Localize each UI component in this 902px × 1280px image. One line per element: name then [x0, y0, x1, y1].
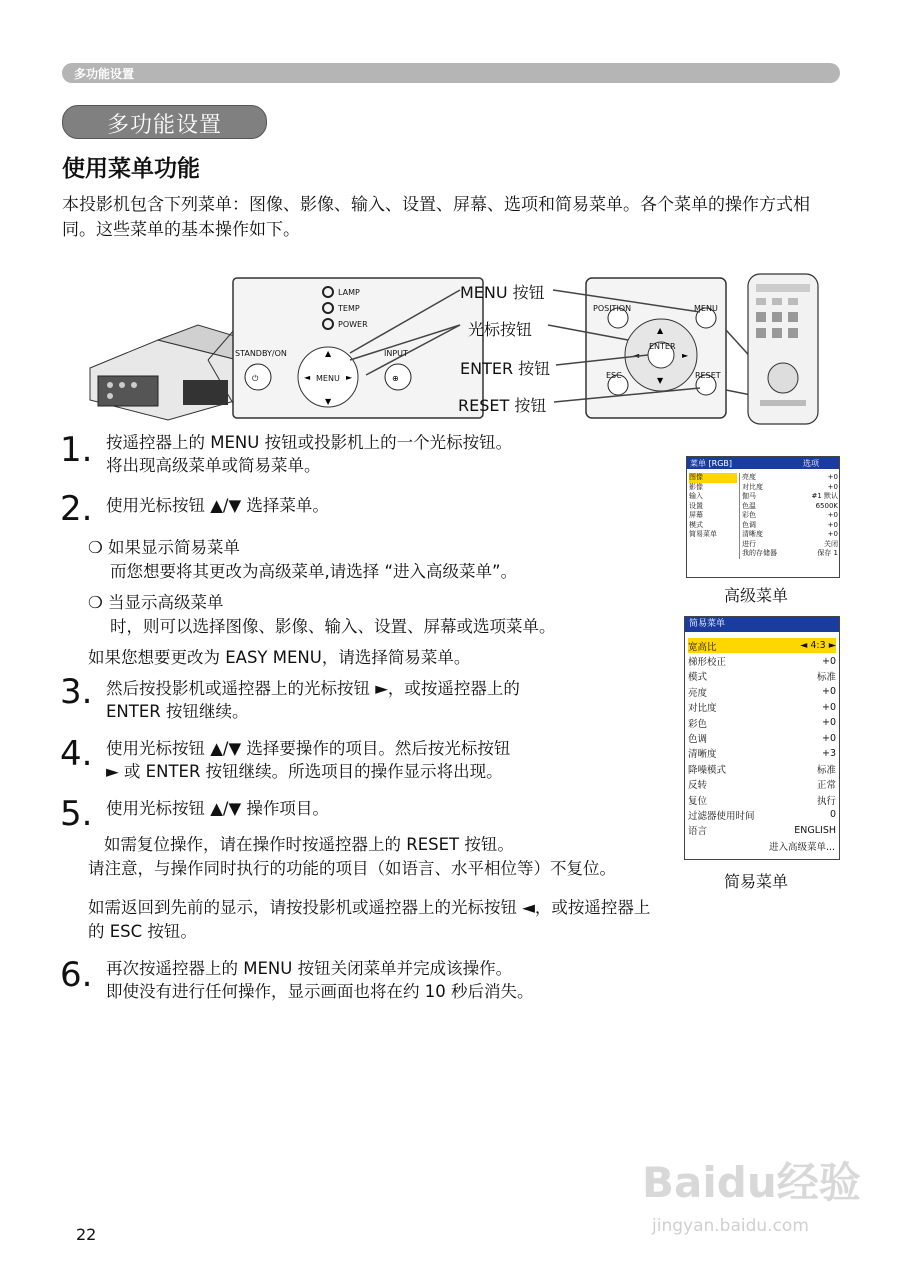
easy-menu-row[interactable] [688, 761, 836, 776]
easy-menu-row[interactable] [688, 792, 836, 807]
easy-menu-row[interactable] [688, 715, 836, 730]
advanced-menu-item[interactable]: 设置 [689, 501, 703, 510]
em-value: +0 [821, 717, 836, 729]
callout-reset-button: RESET 按钮 [458, 396, 547, 415]
svg-text:◄: ◄ [633, 351, 640, 360]
adv-row-value: +0 [827, 473, 838, 481]
em-value: 正常 [816, 780, 836, 792]
em-value-text: 4:3 [810, 640, 826, 652]
easy-menu-row[interactable] [688, 777, 836, 792]
page-heading: 使用菜单功能 [62, 156, 200, 182]
em-label: 彩色 [688, 718, 708, 730]
adv-row-value: +0 [827, 482, 838, 491]
svg-text:►: ► [346, 373, 353, 382]
remote-position-label: POSITION [593, 304, 632, 313]
adv-row-value: #1 默认 [811, 492, 838, 500]
em-label: 复位 [688, 795, 708, 807]
adv-row-value: +0 [827, 530, 838, 538]
reset-note-line-1: 如需复位操作，请在操作时按遥控器上的 RESET 按钮。 [104, 835, 514, 854]
lamp-indicator-label: LAMP [338, 288, 360, 297]
advanced-menu-title-right: 选项 [803, 459, 819, 468]
step-1-text [106, 431, 666, 477]
step-6-line-1: 再次按遥控器上的 MENU 按钮关闭菜单并完成该操作。 [106, 959, 513, 978]
panel-menu-label: MENU [316, 374, 340, 383]
svg-text:▲: ▲ [325, 349, 332, 358]
callout-enter-button: ENTER 按钮 [460, 359, 551, 378]
advanced-menu-caption: 高级菜单 [724, 586, 789, 605]
bullet-advanced-title: ❍ 当显示高级菜单 [88, 593, 224, 612]
easy-menu-advanced-link[interactable]: 进入高级菜单... [768, 842, 835, 853]
em-value: +0 [821, 701, 836, 713]
em-value: 执行 [816, 795, 836, 807]
advanced-menu-right-column [739, 473, 838, 559]
projector-illustration [90, 325, 248, 420]
advanced-menu-titlebar [687, 457, 839, 469]
remote-menu-label: MENU [694, 304, 718, 313]
em-label: 宽高比 [688, 641, 717, 653]
remote-enter-label: ENTER [649, 342, 676, 351]
adv-row-label: 我的存储器 [742, 549, 777, 557]
svg-text:⊕: ⊕ [392, 374, 399, 383]
page-number: 22 [76, 1225, 97, 1244]
em-value: 标准 [816, 672, 836, 684]
adv-row-value: +0 [827, 511, 838, 519]
intro-paragraph: 本投影机包含下列菜单：图像、影像、输入、设置、屏幕、选项和简易菜单。各个菜单的操作方式相同。这些菜单的基本操作如下。 [62, 195, 810, 240]
advanced-menu-item[interactable]: 输入 [689, 492, 703, 500]
advanced-menu-item[interactable]: 模式 [689, 520, 703, 529]
em-label: 模式 [688, 672, 708, 684]
step-4-line-1: 使用光标按钮 ▲/▼ 选择要操作的项目。然后按光标按钮 [106, 739, 511, 758]
esc-note-line-2: 的 ESC 按钮。 [88, 922, 197, 941]
adv-row-label: 彩色 [742, 511, 756, 519]
adv-row-value: 6500K [815, 501, 838, 510]
adv-row-label: 对比度 [742, 482, 763, 491]
reset-note-line-2: 请注意，与操作同时执行的功能的项目（如语言、水平相位等）不复位。 [88, 859, 616, 878]
step-3-line-2: ENTER 按钮继续。 [106, 702, 249, 721]
step-1-line-1: 按遥控器上的 MENU 按钮或投影机上的一个光标按钮。 [106, 433, 513, 452]
em-label: 过滤器使用时间 [688, 810, 755, 822]
step-3-line-1: 然后按投影机或遥控器上的光标按钮 ►，或按遥控器上的 [106, 679, 520, 698]
easy-menu-row[interactable] [688, 638, 836, 653]
em-label: 色调 [688, 734, 708, 746]
em-label: 反转 [688, 780, 708, 792]
em-value: ENGLISH [794, 824, 836, 836]
svg-text:▲: ▲ [657, 326, 664, 335]
em-value: +0 [821, 655, 836, 667]
step-3-number: 3. [60, 672, 93, 712]
easy-menu-row[interactable] [688, 730, 836, 745]
easy-menu-row[interactable] [688, 653, 836, 668]
watermark-url: jingyan.baidu.com [652, 1216, 809, 1236]
advanced-menu-item[interactable]: 影像 [689, 482, 703, 491]
section-title: 多功能设置 [106, 113, 222, 138]
em-value: +0 [821, 686, 836, 698]
adv-row-label: 伽马 [742, 492, 756, 500]
temp-indicator-label: TEMP [338, 304, 360, 313]
step-6-line-2: 即使没有进行任何操作，显示画面也将在约 10 秒后消失。 [106, 982, 534, 1001]
svg-text:▼: ▼ [325, 397, 332, 406]
step-4-number: 4. [60, 734, 93, 774]
svg-text:◄: ◄ [304, 373, 311, 382]
step-5-text: 使用光标按钮 ▲/▼ 操作项目。 [106, 799, 329, 818]
em-value: 标准 [816, 764, 836, 776]
em-label: 对比度 [688, 703, 717, 715]
easy-menu-note: 如果您想要更改为 EASY MENU，请选择简易菜单。 [88, 648, 471, 667]
bullet-advanced-text: 时，则可以选择图像、影像、输入、设置、屏幕或选项菜单。 [110, 617, 556, 636]
em-label: 亮度 [688, 687, 708, 699]
easy-menu-row[interactable] [688, 807, 836, 822]
header-bar-label: 多功能设置 [74, 67, 135, 81]
em-label: 梯形校正 [688, 657, 727, 669]
header-bar [62, 63, 840, 83]
adv-row-label: 亮度 [742, 473, 756, 481]
step-6-number: 6. [60, 955, 93, 995]
step-4-text [106, 737, 666, 783]
esc-note-line-1: 如需返回到先前的显示，请按投影机或遥控器上的光标按钮 ◄，或按遥控器上 [88, 898, 651, 917]
easy-menu-caption: 简易菜单 [724, 872, 789, 891]
svg-text:►: ► [682, 351, 689, 360]
advanced-menu-left-column [689, 473, 737, 540]
em-label: 语言 [688, 826, 708, 838]
step-3-text [106, 677, 666, 723]
easy-menu-row[interactable] [688, 669, 836, 684]
em-value: +3 [821, 747, 836, 759]
step-1-number: 1. [60, 430, 93, 470]
em-label: 清晰度 [688, 749, 717, 761]
adv-row-value: 保存 1 [817, 549, 838, 557]
easy-menu-row[interactable] [688, 684, 836, 699]
adv-row-value: +0 [827, 520, 838, 529]
watermark-brand: Baidu经验 [642, 1158, 861, 1207]
svg-text:▼: ▼ [657, 376, 664, 385]
controls-figure [88, 270, 838, 425]
svg-text:⏻: ⏻ [252, 374, 259, 383]
easy-menu-row[interactable] [688, 823, 836, 838]
standby-label: STANDBY/ON [235, 349, 287, 358]
adv-row-label: 色温 [742, 501, 756, 510]
step-4-line-2: ► 或 ENTER 按钮继续。所选项目的操作显示将出现。 [106, 762, 503, 781]
advanced-menu-item[interactable]: 图像 [689, 473, 737, 483]
step-6-text [106, 957, 726, 1003]
step-1-line-2: 将出现高级菜单或简易菜单。 [106, 456, 321, 475]
adv-row-value: 关闭 [824, 539, 838, 548]
callout-menu-button: MENU 按钮 [460, 283, 545, 302]
bullet-easy-text: 而您想要将其更改为高级菜单,请选择 “进入高级菜单”。 [110, 562, 518, 581]
advanced-menu-screenshot [686, 456, 840, 578]
em-label: 降噪模式 [688, 764, 727, 776]
easy-menu-titlebar [685, 617, 839, 632]
adv-row-label: 清晰度 [742, 530, 763, 538]
adv-row-label: 进行 [742, 539, 756, 548]
easy-menu-title: 简易菜单 [689, 619, 726, 629]
em-value: ◄ 4:3 ► [800, 640, 836, 652]
bullet-easy-title: ❍ 如果显示简易菜单 [88, 538, 241, 557]
callout-cursor-buttons: 光标按钮 [468, 320, 533, 339]
remote-esc-label: ESC [606, 371, 622, 380]
power-indicator-label: POWER [338, 320, 368, 329]
advanced-menu-item[interactable]: 屏幕 [689, 511, 703, 519]
easy-menu-screenshot [684, 616, 840, 860]
remote-reset-label: RESET [695, 371, 721, 380]
remote-control-illustration [748, 274, 818, 424]
advanced-menu-item[interactable]: 简易菜单 [689, 530, 717, 538]
easy-menu-table [688, 638, 836, 838]
easy-menu-row[interactable] [688, 746, 836, 761]
section-title-pill [62, 105, 267, 139]
advanced-menu-title: 菜单 [RGB] [690, 459, 733, 468]
step-2-text: 使用光标按钮 ▲/▼ 选择菜单。 [106, 496, 329, 515]
adv-row-label: 色调 [742, 520, 756, 529]
em-value: +0 [821, 732, 836, 744]
step-2-number: 2. [60, 489, 93, 529]
em-value: 0 [829, 809, 836, 821]
easy-menu-row[interactable] [688, 700, 836, 715]
input-label: INPUT [384, 349, 408, 358]
step-5-number: 5. [60, 794, 93, 834]
